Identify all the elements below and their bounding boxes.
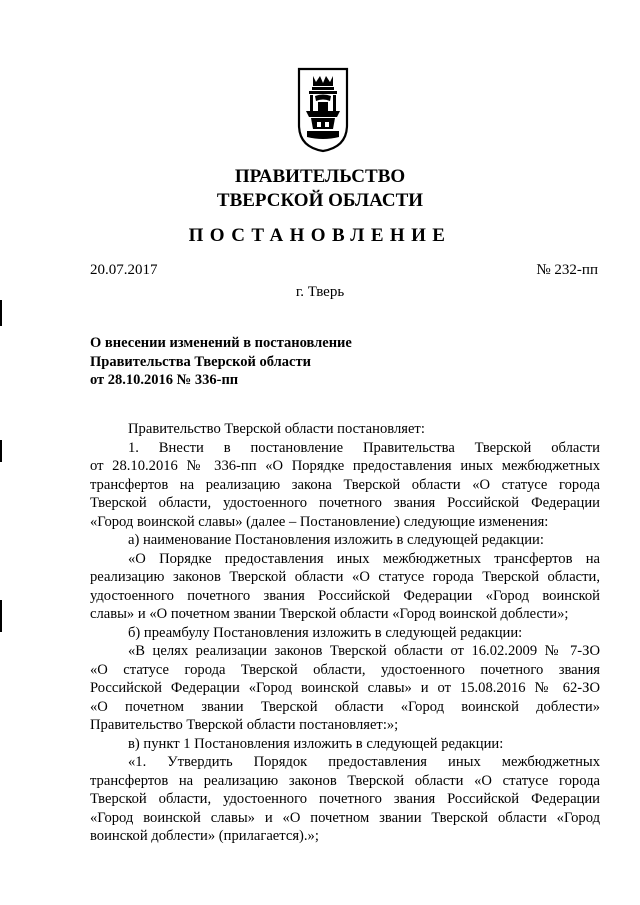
document-number: № 232-пп [536,262,598,278]
body-line: удостоенного почетного звания Российской Федерации «Город воинской [90,587,600,604]
body-line: воинской доблести» (прилагается).»; [90,828,319,844]
document-type: ПОСТАНОВЛЕНИЕ [188,225,452,246]
subject-line: Правительства Тверской области [90,353,311,370]
government-title [0,165,640,213]
subject-line: от 28.10.2016 № 336-пп [90,372,239,388]
body-line: в) пункт 1 Постановления изложить в следующей редакции: [128,735,504,752]
body-line: Российской Федерации «Город воинской славы» и от 15.08.2016 № 62-ЗО [90,680,600,696]
document-date: 20.07.2017 [90,262,158,278]
body-line: 1. Внести в постановление Правительства Тверской области [128,439,600,456]
body-line: трансфертов на реализацию законов Тверской области «О статусе города [90,772,600,789]
document-subject [90,334,352,390]
body-line: трансфертов на реализацию закона Тверской области «О статусе города [90,476,600,493]
body-line: а) наименование Постановления изложить в следующей редакции: [128,532,544,548]
subject-line: О внесении изменений в постановление [90,335,352,351]
scan-edge-mark [0,600,2,632]
body-line: «О почетном звании Тверской области «Город воинской доблести» [90,698,600,715]
body-line: славы» и «О почетном звании Тверской области «Город воинской доблести»; [90,606,569,622]
body-line: «Город воинской славы» и «О почетном звании Тверской области «Город [90,809,600,826]
body-line: «О Порядке предоставления иных межбюджетных трансфертов на [128,550,600,567]
body-line: б) преамбулу Постановления изложить в следующей редакции: [128,624,523,641]
scan-edge-mark [0,300,2,326]
body-line: Тверской области, удостоенного почетного звания Российской Федерации [90,791,600,807]
document-city: г. Тверь [295,284,345,300]
body-line: «Город воинской славы» (далее – Постановление) следующие изменения: [90,513,549,530]
body-line: «1. Утвердить Порядок предоставления иных межбюджетных [128,754,600,770]
body-line: от 28.10.2016 № 336-пп «О Порядке предоставления иных межбюджетных [90,458,600,474]
org-line-1: ПРАВИТЕЛЬСТВО [234,166,406,187]
org-line-2: ТВЕРСКОЙ ОБЛАСТИ [216,190,424,211]
scan-edge-mark [0,440,2,462]
body-line: Правительство Тверской области постановляет:»; [90,717,399,733]
document-body [90,420,600,846]
body-line: Тверской области, удостоенного почетного звания Российской Федерации [90,495,600,511]
body-line: «О статусе города Тверской области, удостоенного почетного звания [90,661,600,678]
body-line: Правительство Тверской области постановляет: [128,421,425,437]
body-line: «В целях реализации законов Тверской области от 16.02.2009 № 7-ЗО [128,643,600,659]
body-line: реализацию законов Тверской области «О статусе города Тверской области, [90,569,600,585]
coat-of-arms-icon [297,67,349,153]
